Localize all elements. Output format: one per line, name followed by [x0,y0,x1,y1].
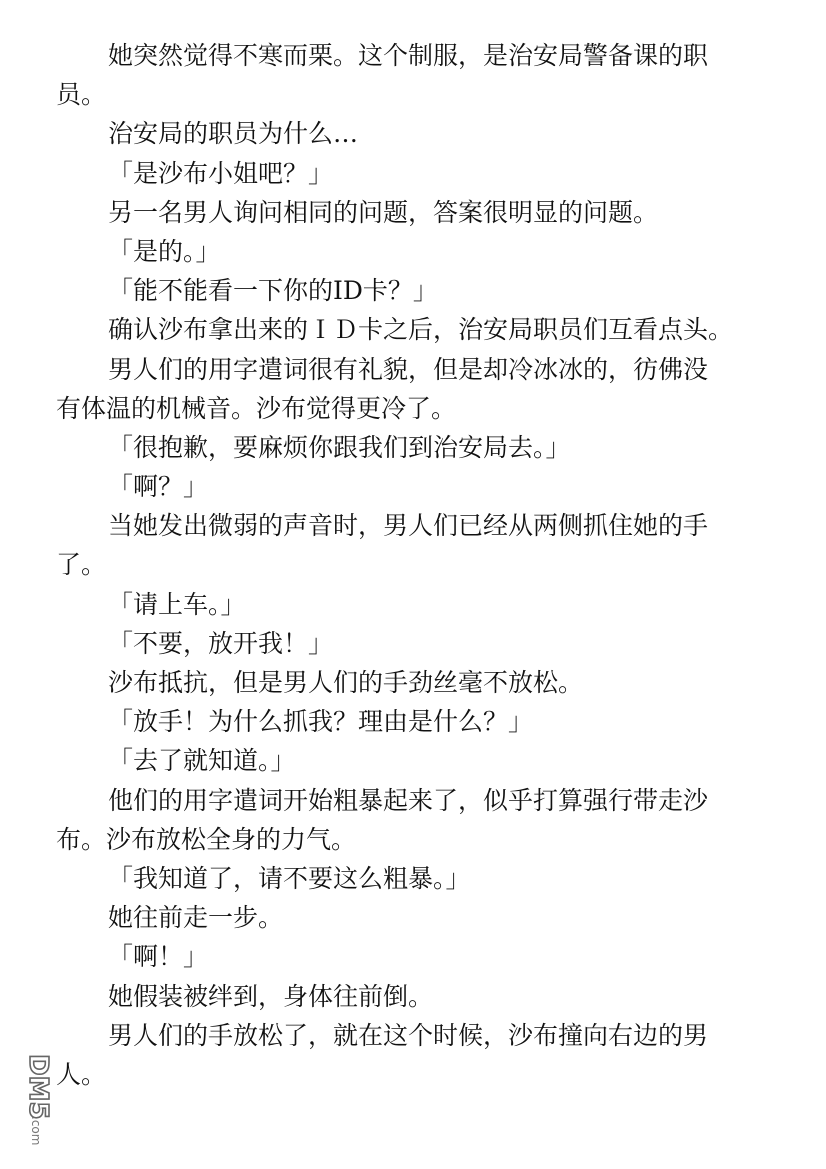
text-line: 确认沙布拿出来的ＩＤ卡之后，治安局职员们互看点头。 [108,315,734,345]
text-line: 男人们的手放松了，就在这个时候，沙布撞向右边的男 [108,1020,709,1050]
text-line: 人。 [56,1059,107,1089]
text-line: 「是的。」 [108,236,221,266]
text-line: 另一名男人询问相同的问题，答案很明显的问题。 [108,197,659,227]
text-line: 「啊！」 [108,942,209,972]
text-line: 当她发出微弱的声音时，男人们已经从两侧抓住她的手 [108,511,709,541]
text-page [56,36,756,1094]
text-line: 「去了就知道。」 [108,746,296,776]
text-line: 了。 [56,550,107,580]
text-line: 有体温的机械音。沙布觉得更冷了。 [56,393,457,423]
watermark-suffix: .com [29,1116,43,1146]
text-line: 「啊？」 [108,472,209,502]
text-line: 他们的用字遣词开始粗暴起来了，似乎打算强行带走沙 [108,785,709,815]
watermark-logo-text: DM5 [23,1054,53,1120]
watermark-logo [8,1052,53,1162]
text-line: 她假装被绊到，身体往前倒。 [108,981,434,1011]
text-line: 沙布抵抗，但是男人们的手劲丝毫不放松。 [108,668,584,697]
text-line: 「放手！为什么抓我？理由是什么？」 [108,707,534,737]
text-line: 「很抱歉，要麻烦你跟我们到治安局去。」 [108,432,571,462]
text-line: 「能不能看一下你的ID卡？」 [108,276,438,306]
text-line: 「不要，放开我！」 [108,628,334,658]
text-line: 她突然觉得不寒而栗。这个制服，是治安局警备课的职 [108,41,709,70]
text-line: 男人们的用字遣词很有礼貌，但是却冷冰冰的，彷佛没 [108,354,709,384]
text-line: 「我知道了，请不要这么粗暴。」 [108,863,471,893]
text-line: 治安局的职员为什么… [108,119,359,149]
text-line: 「是沙布小姐吧？」 [108,158,334,188]
text-line: 她往前走一步。 [108,903,284,933]
text-line: 「请上车。」 [108,589,246,619]
text-line: 员。 [56,80,107,110]
text-line: 布。沙布放松全身的力气。 [56,824,357,854]
